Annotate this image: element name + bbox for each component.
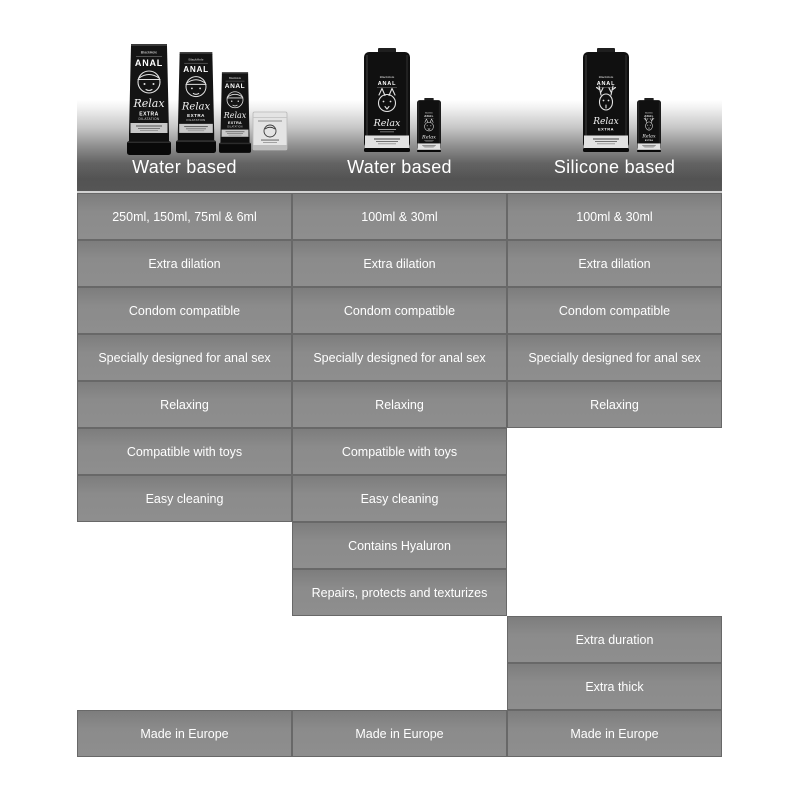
product-tube-large [127, 44, 171, 155]
feature-cell: Relaxing [77, 381, 292, 428]
feature-cell: Made in Europe [292, 710, 507, 757]
table-row-relaxing [77, 381, 722, 428]
column-header-water-based-2: Water based [347, 156, 452, 177]
feature-cell: Extra dilation [507, 240, 722, 287]
feature-cell: 100ml & 30ml [507, 193, 722, 240]
feature-cell: Repairs, protects and texturizes [292, 569, 507, 616]
table-row-contains-hyaluron [77, 522, 722, 569]
empty-cell [507, 569, 722, 616]
feature-cell: Condom compatible [507, 287, 722, 334]
feature-cell: 250ml, 150ml, 75ml & 6ml [77, 193, 292, 240]
product-bottle-large [583, 48, 629, 152]
feature-cell: Condom compatible [292, 287, 507, 334]
column-header-row [77, 143, 722, 191]
feature-cell: Easy cleaning [292, 475, 507, 522]
empty-cell [507, 475, 722, 522]
empty-cell [77, 569, 292, 616]
product-tube-medium [176, 52, 216, 153]
feature-cell: Relaxing [292, 381, 507, 428]
empty-cell [77, 663, 292, 710]
empty-cell [77, 616, 292, 663]
feature-cell: Relaxing [507, 381, 722, 428]
table-row-extra-thick [77, 663, 722, 710]
product-tube-small [219, 72, 251, 153]
feature-cell: Compatible with toys [77, 428, 292, 475]
table-row-easy-cleaning [77, 475, 722, 522]
column-header-silicone-based: Silicone based [553, 156, 676, 177]
table-row-sizes [77, 193, 722, 240]
feature-cell: Contains Hyaluron [292, 522, 507, 569]
table-row-extra-dilation [77, 240, 722, 287]
empty-cell [507, 522, 722, 569]
table-row-made-in-europe [77, 710, 722, 757]
feature-cell: Compatible with toys [292, 428, 507, 475]
feature-cell: Extra duration [507, 616, 722, 663]
feature-cell: Specially designed for anal sex [507, 334, 722, 381]
feature-cell: Extra thick [507, 663, 722, 710]
feature-cell: Extra dilation [292, 240, 507, 287]
feature-cell: Specially designed for anal sex [77, 334, 292, 381]
feature-cell: Easy cleaning [77, 475, 292, 522]
product-group-wolf-bottles [292, 28, 507, 156]
empty-cell [507, 428, 722, 475]
empty-cell [77, 522, 292, 569]
column-header-water-based-1: Water based [132, 156, 237, 177]
product-images-row [77, 28, 722, 156]
table-row-repairs-protects [77, 569, 722, 616]
empty-cell [292, 663, 507, 710]
feature-cell: Condom compatible [77, 287, 292, 334]
feature-cell: 100ml & 30ml [292, 193, 507, 240]
product-bottle-large [364, 48, 410, 152]
table-row-compatible-with-toys [77, 428, 722, 475]
feature-cell: Specially designed for anal sex [292, 334, 507, 381]
feature-cell: Made in Europe [77, 710, 292, 757]
product-group-tubes [77, 28, 292, 156]
empty-cell [292, 616, 507, 663]
table-row-specially-designed [77, 334, 722, 381]
table-row-condom-compatible [77, 287, 722, 334]
table-row-extra-duration [77, 616, 722, 663]
feature-table [77, 193, 722, 757]
product-group-deer-bottles [507, 28, 722, 156]
feature-cell: Extra dilation [77, 240, 292, 287]
feature-cell: Made in Europe [507, 710, 722, 757]
